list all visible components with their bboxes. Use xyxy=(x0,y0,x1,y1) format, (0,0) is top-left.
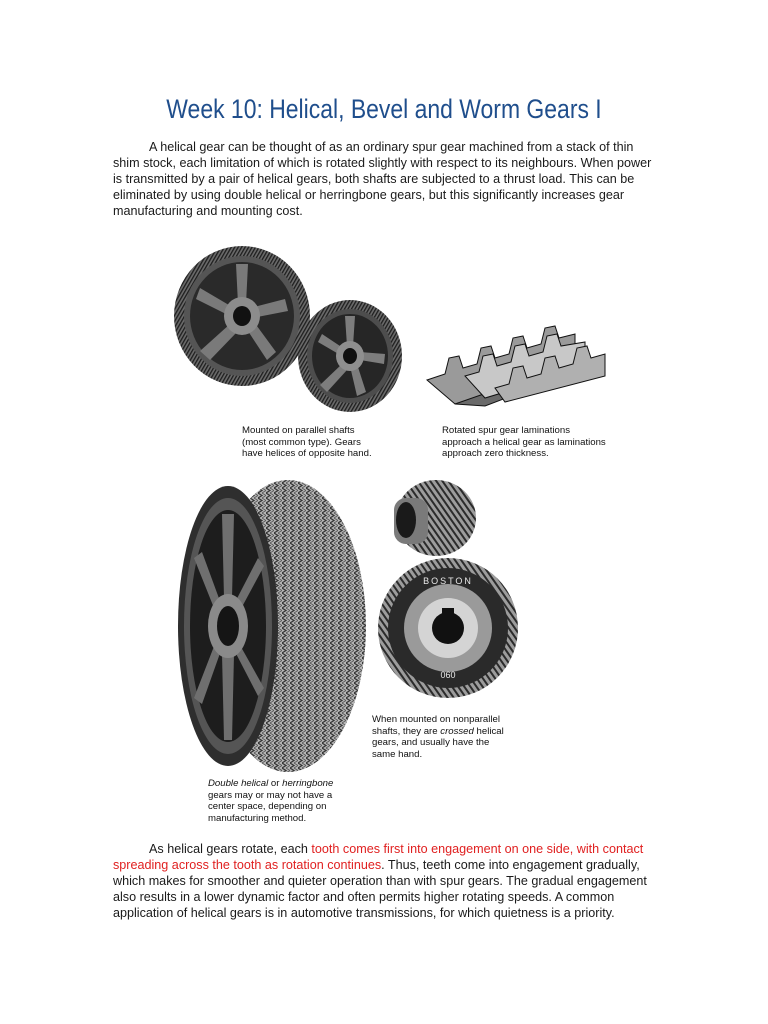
spur-laminations-figure xyxy=(425,318,615,408)
caption-crossed-a: When mounted on nonparallel shafts, they are xyxy=(372,714,501,737)
para2-after: . Thus, teeth come into engagement gradually, which makes for smoother and quieter operation than with spur gears. The gradual engagement also results in a lower dynamic factor and often permits higher rotating speeds. A common application of helical gears is in automotive transmissions, for which quietness is a priority. xyxy=(113,858,647,920)
lamination-stack xyxy=(427,326,605,406)
caption-laminations: Rotated spur gear laminations approach a helical gear as laminations approach zero thickness. xyxy=(442,425,606,459)
upper-crossed-gear xyxy=(394,480,476,556)
herringbone-gear-figure xyxy=(170,478,370,774)
gear-stamp-top: BOSTON xyxy=(423,576,473,586)
caption-crossed-em: crossed xyxy=(440,725,474,737)
caption-parallel-shafts: Mounted on parallel shafts (most common type). Gears have helices of opposite hand. xyxy=(242,425,372,459)
crossed-helical-gears-figure xyxy=(378,478,518,708)
caption-crossed-b: helical gears, and usually have the same hand. xyxy=(372,725,504,760)
parallel-helical-gears-figure xyxy=(170,244,420,414)
small-spur-gear xyxy=(298,300,402,412)
caption-double-mid: or xyxy=(268,778,283,789)
caption-double-helical xyxy=(208,778,333,824)
page-title: Week 10: Helical, Bevel and Worm Gears I xyxy=(166,94,602,124)
herringbone-gear xyxy=(178,480,366,772)
caption-double-rest: gears may or may not have a center space, depending on manufacturing method. xyxy=(208,789,333,824)
gear-stamp-bottom: 060 xyxy=(440,670,456,680)
caption-double-em2: herringbone xyxy=(282,778,334,789)
lower-crossed-gear xyxy=(378,558,518,698)
caption-crossed-helical xyxy=(372,714,504,760)
para2-highlight: tooth comes first into engagement on one side, with contact spreading across the tooth as rotation continues xyxy=(113,842,644,872)
intro-paragraph xyxy=(113,139,658,219)
intro-text: A helical gear can be thought of as an ordinary spur gear machined from a stack of thin shim stock, each limitation of which is rotated slightly with respect to its neighbours. When power is transmitted by a pair of helical gears, both shafts are subjected to a thrust load. This can be eliminated by using double helical or herringbone gears, but this significantly increases gear manufacturing and mounting cost. xyxy=(113,140,652,218)
para2-before: As helical gears rotate, each xyxy=(149,842,312,856)
caption-double-em1: Double helical xyxy=(208,778,269,789)
large-spur-gear xyxy=(174,246,310,386)
engagement-paragraph xyxy=(113,841,658,921)
